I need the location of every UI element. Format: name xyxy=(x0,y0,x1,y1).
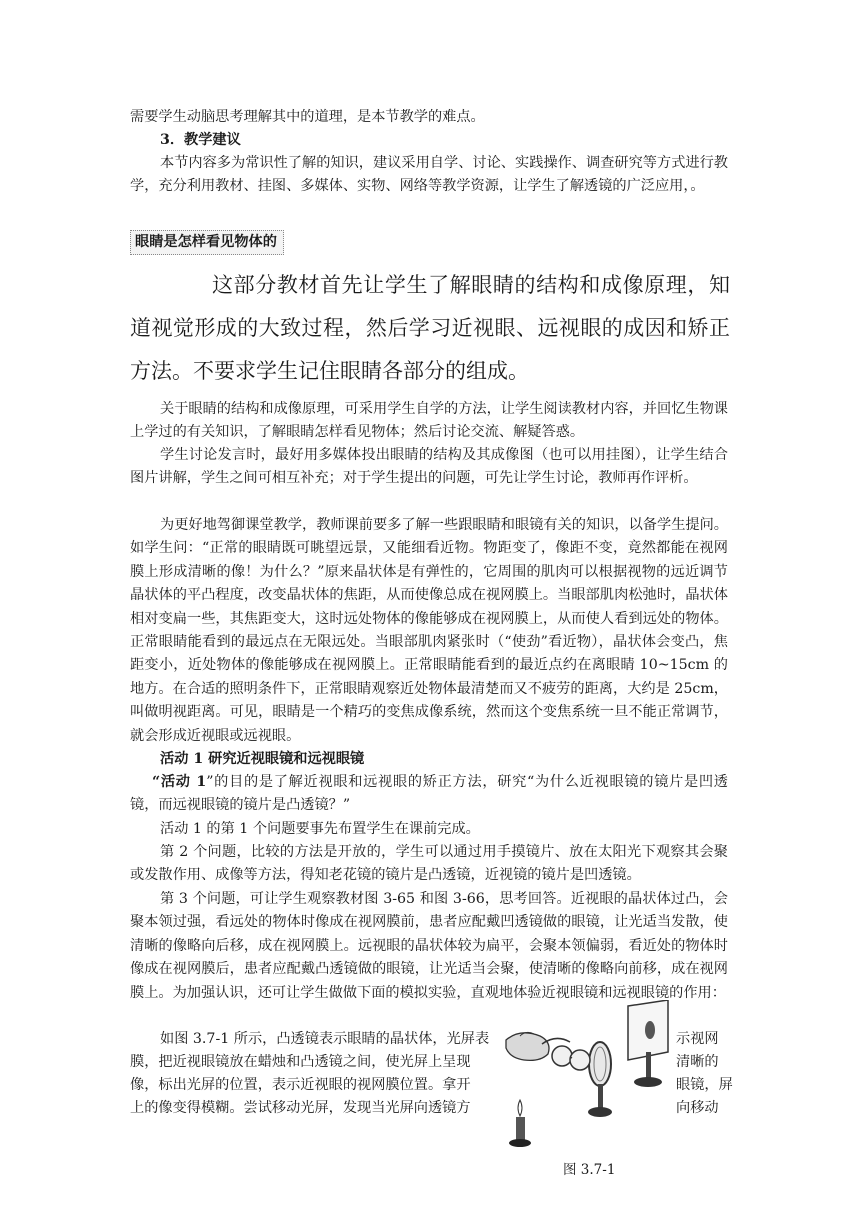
wrap-line-right: 向移动 xyxy=(676,1100,719,1116)
callout-title: 眼睛是怎样看见物体的 xyxy=(130,230,284,255)
experiment-figure-illustration xyxy=(500,1000,680,1155)
paragraph-discussion: 学生讨论发言时，最好用多媒体投出眼睛的结构及其成像图（也可以用挂图），让学生结合图片讲解，学生之间可相互补充；对于学生提出的问题，可先让学生讨论，教师再作评析。 xyxy=(130,447,728,487)
hand-holding-glasses-icon xyxy=(506,1032,590,1070)
wrap-line-left: 膜，把近视眼镜放在蜡烛和凸透镜之间，使光屏上呈现 xyxy=(130,1054,471,1070)
paragraph-lens-accommodation: 为更好地驾御课堂教学，教师课前要多了解一些跟眼睛和眼镜有关的知识，以备学生提问。如学生问：“正常的眼睛既可眺望远景，又能细看近物。物距变了，像距不变，竟然都能在视网膜上形成清晰的像！为什么？”原来晶状体是有弹性的，它周围的肌肉可以根据视物的远近调节晶状体的平凸程度，改变晶状体的焦距，从而使像总成在视网膜上。当眼部肌肉松弛时，晶状体相对变扁一些，其焦距变大，这时远处物体的像能够成在视网膜上，从而使人看到远处的物体。正常眼睛能看到的最远点在无限远处。当眼部肌肉紧张时（“使劲”看近物），晶状体会变凸，焦距变小，近处物体的像能够成在视网膜上。正常眼睛能看到的最近点约在离眼睛 10~15cm 的地方。在合适的照明条件下，正常眼睛观察近处物体最清楚而又不疲劳的距离，大约是 25cm，叫做明视距离。可见，眼睛是一个精巧的变焦成像系统，然而这个变焦系统一旦不能正常调节，就会形成近视眼或远视眼。 xyxy=(130,517,728,744)
figure-caption: 图 3.7-1 xyxy=(563,1162,616,1178)
wrap-line-left: 如图 3.7-1 所示，凸透镜表示眼睛的晶状体，光屏表 xyxy=(160,1031,490,1047)
section3-heading: 3．教学建议 xyxy=(160,132,241,148)
section3-body: 本节内容多为常识性了解的知识，建议采用自学、讨论、实践操作、调查研究等方式进行教学，充分利用教材、挂图、多媒体、实物、网络等教学资源，让学生了解透镜的广泛应用，。 xyxy=(130,155,728,195)
convex-lens-icon xyxy=(588,1042,612,1117)
activity-intro-rest: ”的目的是了解近视眼和远视眼的矫正方法，研究“为什么近视眼镜的镜片是凹透镜，而远视眼镜的镜片是凸透镜？” xyxy=(130,774,728,814)
activity-intro-bold: “活动 1 xyxy=(152,774,207,790)
wrap-line-right: 示视网 xyxy=(676,1031,719,1047)
screen-icon xyxy=(628,1000,668,1087)
intro-tail-text: 需要学生动脑思考理解其中的道理，是本节教学的难点。 xyxy=(130,109,485,125)
question-3-text: 第 3 个问题，可让学生观察教材图 3-65 和图 3-66，思考回答。近视眼的晶状体过凸，会聚本领过强，看远处的物体时像成在视网膜前，患者应配戴凹透镜做的眼镜，让光适当发散，使清晰的像略向后移，成在视网膜上。远视眼的晶状体较为扁平，会聚本领偏弱，看近处的物体时像成在视网膜后，患者应配戴凸透镜做的眼镜，让光适当会聚，使清晰的像略向前移，成在视网膜上。为加强认识，还可让学生做做下面的模拟实验，直观地体验近视眼镜和远视眼镜的作用： xyxy=(130,891,728,1001)
wrap-line-right: 眼镜，屏 xyxy=(676,1077,733,1093)
big-paragraph: 这部分教材首先让学生了解眼睛的结构和成像原理，知道视觉形成的大致过程，然后学习近视眼、远视眼的成因和矫正方法。不要求学生记住眼睛各部分的组成。 xyxy=(130,273,730,383)
wrap-line-right: 清晰的 xyxy=(676,1054,719,1070)
activity-heading: 活动 1 研究近视眼镜和远视眼镜 xyxy=(160,751,365,767)
question-1-text: 活动 1 的第 1 个问题要事先布置学生在课前完成。 xyxy=(160,821,480,837)
paragraph-eye-structure: 关于眼睛的结构和成像原理，可采用学生自学的方法，让学生阅读教材内容，并回忆生物课上学过的有关知识，了解眼睛怎样看见物体；然后讨论交流、解疑答惑。 xyxy=(130,401,728,441)
activity-intro xyxy=(130,771,728,818)
question-2-text: 第 2 个问题，比较的方法是开放的，学生可以通过用手摸镜片、放在太阳光下观察其会聚或发散作用、成像等方法，得知老花镜的镜片是凸透镜，近视镜的镜片是凹透镜。 xyxy=(130,844,728,884)
wrap-line-left: 像，标出光屏的位置，表示近视眼的视网膜位置。拿开 xyxy=(130,1077,471,1093)
wrap-line-left: 上的像变得模糊。尝试移动光屏，发现当光屏向透镜方 xyxy=(130,1100,471,1116)
candle-icon xyxy=(509,1100,531,1147)
